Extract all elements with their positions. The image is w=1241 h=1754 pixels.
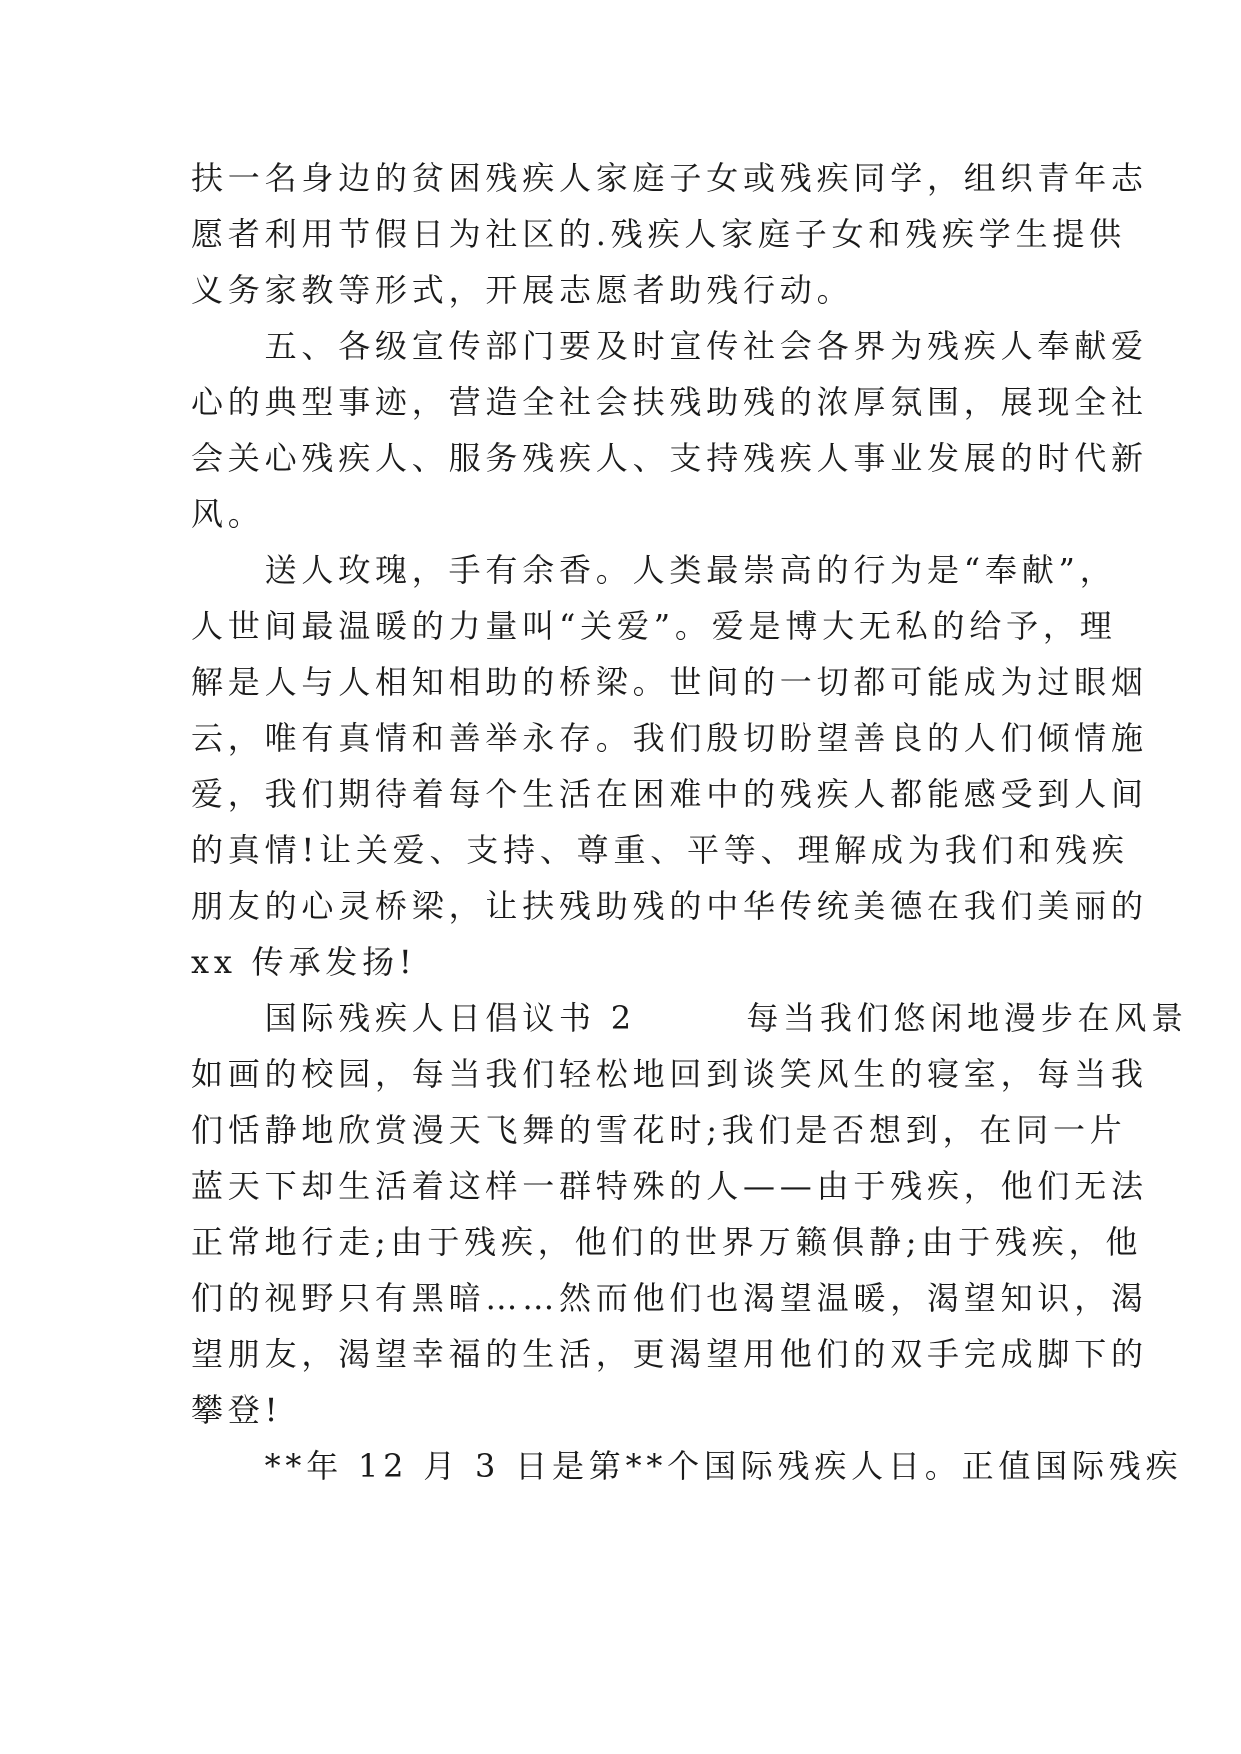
text-line: 的真情!让关爱、支持、尊重、平等、理解成为我们和残疾 — [191, 831, 1129, 869]
text-line: 人世间最温暖的力量叫“关爱”。爱是博大无私的给予，理 — [191, 607, 1117, 645]
text-line: 解是人与人相知相助的桥梁。世间的一切都可能成为过眼烟 — [191, 663, 1148, 701]
text-line: 国际残疾人日倡议书 2 每当我们悠闲地漫步在风景 — [191, 999, 1188, 1037]
paragraph-publicity-departments — [191, 318, 1148, 542]
text-line: 会关心残疾人、服务残疾人、支持残疾人事业发展的时代新 — [191, 439, 1148, 477]
text-line: xx 传承发扬! — [191, 943, 417, 981]
text-line: 五、各级宣传部门要及时宣传社会各界为残疾人奉献爱 — [191, 327, 1148, 365]
paragraph-disability-day — [191, 1438, 1183, 1494]
text-line: 扶一名身边的贫困残疾人家庭子女或残疾同学，组织青年志 — [191, 159, 1148, 197]
text-line: 送人玫瑰，手有余香。人类最崇高的行为是“奉献”， — [191, 551, 1117, 589]
text-line: 正常地行走;由于残疾，他们的世界万籁俱静;由于残疾，他 — [191, 1223, 1143, 1261]
text-line: 愿者利用节假日为社区的.残疾人家庭子女和残疾学生提供 — [191, 215, 1126, 253]
text-line: 云，唯有真情和善举永存。我们殷切盼望善良的人们倾情施 — [191, 719, 1148, 757]
text-line: 们的视野只有黑暗……然而他们也渴望温暖，渴望知识，渴 — [191, 1279, 1148, 1317]
document-body — [191, 150, 1188, 1494]
text-line: 风。 — [191, 495, 265, 533]
text-line: **年 12 月 3 日是第**个国际残疾人日。正值国际残疾 — [191, 1447, 1183, 1485]
text-line: 如画的校园，每当我们轻松地回到谈笑风生的寝室，每当我 — [191, 1055, 1148, 1093]
paragraph-volunteer-action — [191, 150, 1148, 318]
text-line: 朋友的心灵桥梁，让扶残助残的中华传统美德在我们美丽的 — [191, 887, 1148, 925]
text-line: 蓝天下却生活着这样一群特殊的人——由于残疾，他们无法 — [191, 1167, 1148, 1205]
text-line: 们恬静地欣赏漫天飞舞的雪花时;我们是否想到，在同一片 — [191, 1111, 1127, 1149]
text-line: 爱，我们期待着每个生活在困难中的残疾人都能感受到人间 — [191, 775, 1148, 813]
paragraph-roses-dedication — [191, 542, 1148, 990]
paragraph-proposal-2 — [191, 990, 1188, 1438]
text-line: 望朋友，渴望幸福的生活，更渴望用他们的双手完成脚下的 — [191, 1335, 1148, 1373]
text-line: 攀登! — [191, 1391, 283, 1429]
text-line: 心的典型事迹，营造全社会扶残助残的浓厚氛围，展现全社 — [191, 383, 1148, 421]
text-line: 义务家教等形式，开展志愿者助残行动。 — [191, 271, 854, 309]
